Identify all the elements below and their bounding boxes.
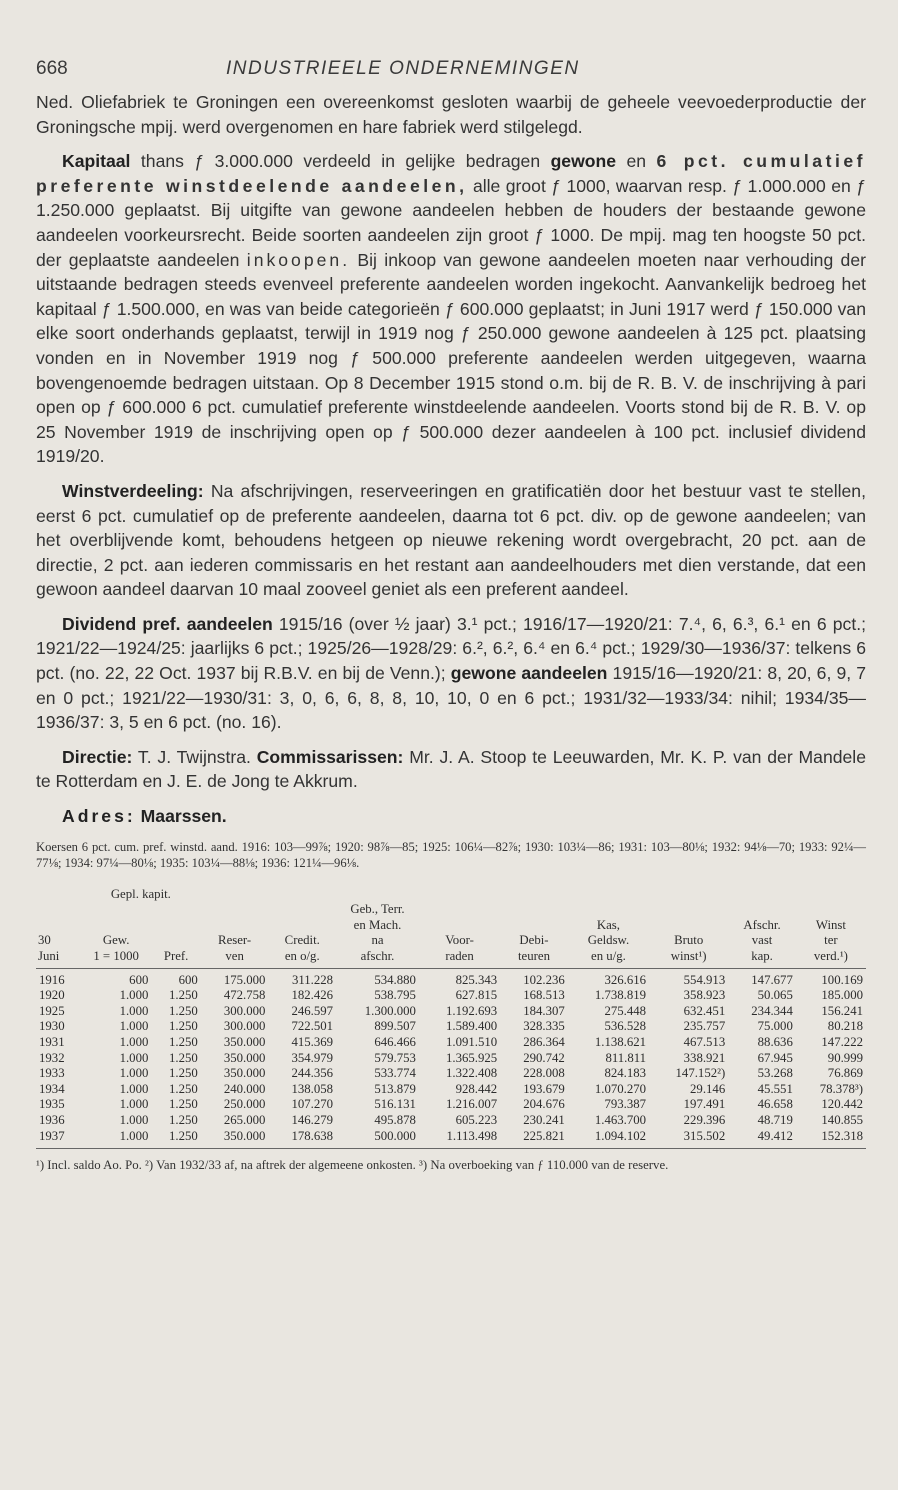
table-cell: 1.000 [119, 1034, 149, 1049]
table-cell: 579.753 [374, 1050, 416, 1065]
dividend-label: Dividend pref. aandeelen [62, 613, 273, 634]
dividend-text-2: 1915/16—1920/21: 8, 20, 6, 9, 7 en 0 pct.; 1921/22—1930/31: 3, 0, 6, 6, 8, 8, 10, 10, 0 en 6 pct.; 1931/32—1933/34: nihil; 1934/35—1936/37: 3, 5 en 6 pct. (no. 16). [36, 663, 867, 733]
table-cell: 500.000 [336, 1129, 419, 1149]
table-cell: 605.223 [455, 1112, 498, 1127]
table-cell: 1934 [39, 1081, 65, 1096]
table-cell: 67.945 [757, 1050, 793, 1065]
table-cell: 1.589.400 [446, 1019, 498, 1034]
table-cell: 1936 [39, 1112, 65, 1127]
intro-paragraph: Ned. Oliefabriek te Groningen een overeenkomst gesloten waarbij de geheele veevoederproductie der Groningsche mpij. werd overgenomen en hare fabriek werd stilgelegd. [36, 92, 866, 137]
table-cell: 240.000 [223, 1081, 266, 1096]
table-cell: 1.113.498 [419, 1129, 500, 1149]
kapitaal-text-4: Bij inkoop van gewone aandeelen moeten naar verhouding der uitstaande bedragen steeds evenveel preferente aandeelen worden ingekocht. Aanvankelijk bedroeg het kapitaal ƒ 1.500.000, en was van beide categorieën ƒ 600.000 geplaatst; in Juni 1917 werd ƒ 150.000 van elke soort onderhands geplaatst, terwijl in 1919 nog ƒ 250.000 gewone aandeelen à 125 pct. plaatsing vonden en in November 1919 nog ƒ 500.000 preferente aandeelen werden uitgegeven, waarna bovengenoemde bedragen uitstaan. Op 8 December 1915 stond o.m. bij de R. B. V. de inschrijving à pari open op ƒ 600.000 6 pct. cumulatief preferente winstdeelende aandeelen. Voorts stond bij de R. B. V. op 25 November 1919 de inschrijving open op ƒ 500.000 dezer aandeelen à 100 pct. inclusief dividend 1919/20. [36, 249, 866, 467]
col-kas: Kas, Geldsw. en u/g. [568, 902, 649, 968]
table-cell: 328.335 [523, 1019, 565, 1034]
table-cell: 1.250 [169, 1112, 198, 1127]
table-cell: 1.000 [119, 1050, 149, 1065]
table-cell: 204.676 [523, 1097, 565, 1112]
table-cell: 246.597 [291, 1003, 334, 1018]
table-cell: 178.638 [268, 1129, 336, 1149]
table-cell: 1.000 [119, 1112, 149, 1127]
table-row [36, 1066, 866, 1082]
table-cell: 300.000 [223, 1019, 266, 1034]
kapitaal-gewone: gewone [550, 151, 617, 172]
table-row [36, 988, 866, 1004]
dividend-text-1: 1915/16 (over ½ jaar) 3.¹ pct.; 1916/17—1920/21: 7.⁴, 6, 6.³, 6.¹ en 6 pct.; 1921/22—1924/25: jaarlijks 6 pct.; 1925/26—1928/29: 6.², 6.², 6.⁴ en 6.⁴ pct.; 1929/30—1936/37: telkens 6 pct. (no. 22, 22 Oct. 1937 bij R.B.V. en bij de Venn.); [36, 613, 866, 684]
table-cell: 1931 [39, 1034, 65, 1049]
table-cell: 1.216.007 [446, 1097, 498, 1112]
table-cell: 811.811 [605, 1050, 647, 1065]
table-cell: 1930 [39, 1019, 65, 1034]
table-cell: 1.192.693 [446, 1003, 498, 1018]
table-cell: 646.466 [374, 1034, 416, 1049]
table-cell: 350.000 [223, 1050, 266, 1065]
col-voorraden: Voor- raden [419, 902, 500, 968]
table-cell: 229.396 [683, 1112, 726, 1127]
kapitaal-text-2: en [616, 151, 657, 172]
table-row [36, 1035, 866, 1051]
table-cell: 76.869 [827, 1066, 863, 1081]
col-afschr: Afschr. vast kap. [728, 902, 796, 968]
table-cell: 495.878 [374, 1112, 416, 1127]
col-juni: 30 Juni [36, 902, 81, 968]
table-row [36, 1004, 866, 1020]
table-cell: 1.250 [169, 1097, 198, 1112]
table-cell: 185.000 [821, 988, 863, 1003]
bestuur-paragraph [36, 745, 866, 794]
table-cell: 472.758 [223, 988, 266, 1003]
table-cell: 825.343 [455, 972, 498, 987]
table-cell: 197.491 [683, 1097, 726, 1112]
table-cell: 350.000 [201, 1129, 269, 1149]
table-cell: 1925 [39, 1003, 65, 1018]
table-cell: 1.250 [169, 1034, 198, 1049]
col-pref: Pref. [151, 902, 200, 968]
table-row [36, 1129, 866, 1149]
table-cell: 80.218 [827, 1019, 863, 1034]
table-cell: 311.228 [291, 972, 334, 987]
table-cell: 29.146 [690, 1081, 726, 1096]
table-cell: 1.738.819 [594, 988, 647, 1003]
page-header [36, 58, 866, 80]
table-cell: 235.757 [683, 1019, 726, 1034]
kapitaal-paragraph [36, 149, 866, 469]
koersen-note: Koersen 6 pct. cum. pref. winstd. aand. 1916: 103—99⅞; 1920: 98⅞—85; 1925: 106¼—82⅞; 1930: 103¼—86; 1931: 103—80⅛; 1932: 94⅛—70; 1933: 92¼—77⅛; 1934: 97¼—80⅛; 1935: 103¼—88⅛; 1936: 121¼—96⅛. [36, 839, 866, 870]
table-cell: 290.742 [523, 1050, 565, 1065]
col-gepl-kapit: Gepl. kapit. [110, 886, 171, 901]
table-cell: 1.091.510 [446, 1034, 498, 1049]
table-cell: 225.821 [500, 1129, 568, 1149]
table-cell: 1.250 [169, 988, 198, 1003]
table-row [36, 1051, 866, 1067]
table-cell: 48.719 [757, 1112, 793, 1127]
table-cell: 1.250 [151, 1129, 200, 1149]
table-cell: 354.979 [291, 1050, 334, 1065]
table-cell: 100.169 [821, 972, 863, 987]
table-cell: 1.250 [169, 1081, 198, 1096]
table-cell: 1932 [39, 1050, 65, 1065]
table-cell: 600 [178, 972, 198, 987]
table-cell: 286.364 [523, 1034, 565, 1049]
table-cell: 534.880 [374, 972, 416, 987]
table-cell: 632.451 [683, 1003, 726, 1018]
table-cell: 516.131 [374, 1097, 416, 1112]
dividend-paragraph [36, 612, 866, 735]
col-reserven: Reser- ven [201, 902, 269, 968]
table-cell: 533.774 [374, 1066, 416, 1081]
table-cell: 107.270 [291, 1097, 334, 1112]
table-cell: 467.513 [683, 1034, 726, 1049]
table-cell: 1.138.621 [594, 1034, 647, 1049]
table-cell: 513.879 [374, 1081, 416, 1096]
table-cell: 147.222 [821, 1034, 863, 1049]
col-credit: Credit. en o/g. [268, 902, 336, 968]
table-cell: 228.008 [523, 1066, 565, 1081]
running-title: INDUSTRIEELE ONDERNEMINGEN [226, 58, 580, 79]
page-number: 668 [36, 58, 68, 79]
table-cell: 230.241 [523, 1112, 565, 1127]
table-cell: 358.923 [683, 988, 726, 1003]
table-cell: 1916 [39, 972, 65, 987]
col-bruto: Bruto winst¹) [649, 902, 728, 968]
table-cell: 275.448 [604, 1003, 647, 1018]
table-cell: 120.442 [821, 1097, 863, 1112]
table-cell: 1920 [39, 988, 65, 1003]
table-cell: 146.279 [291, 1112, 334, 1127]
table-cell: 182.426 [291, 988, 334, 1003]
kapitaal-text-3: alle groot ƒ 1000, waarvan resp. ƒ 1.000.000 en ƒ 1.250.000 geplaatst. Bij uitgifte van gewone aandeelen hebben de houders der bestaande gewone aandeelen voorkeursrecht. Beide soorten aandeelen zijn groot ƒ 1000. De mpij. mag ten hoogste 50 pct. der geplaatste aandeelen [36, 175, 866, 270]
table-cell: 78.378³) [819, 1081, 863, 1096]
col-debiteuren: Debi- teuren [500, 902, 568, 968]
table-cell: 88.636 [757, 1034, 793, 1049]
table-body [36, 968, 866, 1149]
table-cell: 234.344 [751, 1003, 793, 1018]
kapitaal-text-1: thans ƒ 3.000.000 verdeeld in gelijke bedragen [130, 151, 551, 172]
table-cell: 1.250 [169, 1003, 198, 1018]
table-cell: 338.921 [683, 1050, 726, 1065]
table-cell: 244.356 [291, 1066, 334, 1081]
table-cell: 1.000 [81, 1129, 151, 1149]
table-cell: 75.000 [757, 1019, 793, 1034]
table-row [36, 1113, 866, 1129]
table-cell: 824.183 [604, 1066, 647, 1081]
table-cell: 50.065 [757, 988, 793, 1003]
kapitaal-label: Kapitaal [62, 151, 131, 172]
table-cell: 147.152²) [675, 1066, 726, 1081]
table-row [36, 1097, 866, 1113]
table-cell: 350.000 [223, 1066, 266, 1081]
table-cell: 350.000 [223, 1034, 266, 1049]
table-cell: 554.913 [683, 972, 726, 987]
directie-label: Directie: [62, 746, 133, 767]
adres-label: Adres: [62, 806, 136, 827]
table-cell: 627.815 [455, 988, 498, 1003]
footnotes: ¹) Incl. saldo Ao. Po. ²) Van 1932/33 af, na aftrek der algemeene onkosten. ³) Na overboeking van ƒ 110.000 van de reserve. [36, 1158, 669, 1173]
table-cell: 1.094.102 [568, 1129, 649, 1149]
table-cell: 899.507 [374, 1019, 416, 1034]
table-header-row-2 [36, 902, 866, 968]
table-cell: 1.000 [119, 1003, 149, 1018]
table-cell: 1.300.000 [364, 1003, 416, 1018]
table-cell: 46.658 [757, 1097, 793, 1112]
table-cell: 415.369 [291, 1034, 334, 1049]
body-text [36, 90, 866, 829]
table-cell: 140.855 [821, 1112, 863, 1127]
table-cell: 315.502 [649, 1129, 728, 1149]
table-cell: 1.000 [119, 1097, 149, 1112]
winstverdeeling-paragraph [36, 479, 866, 602]
table-cell: 147.677 [751, 972, 793, 987]
table-cell: 1935 [39, 1097, 65, 1112]
adres-value: Maarssen. [135, 806, 227, 827]
table-cell: 536.528 [604, 1019, 647, 1034]
table-cell: 1.322.408 [446, 1066, 498, 1081]
col-gew: Gew. 1 = 1000 [81, 902, 151, 968]
table-cell: 175.000 [223, 972, 266, 987]
table-cell: 1937 [36, 1129, 81, 1149]
table-cell: 793.387 [604, 1097, 647, 1112]
table-row [36, 1019, 866, 1035]
table-cell: 1933 [39, 1066, 65, 1081]
directie-text: T. J. Twijnstra. [132, 746, 257, 767]
financial-table [36, 887, 866, 1150]
table-cell: 156.241 [821, 1003, 863, 1018]
kapitaal-inkoopen: inkoopen. [246, 249, 351, 270]
col-geb: Geb., Terr. en Mach. na afschr. [336, 902, 419, 968]
adres-paragraph [36, 804, 866, 829]
table-cell: 1.463.700 [594, 1112, 647, 1127]
table-cell: 1.250 [169, 1019, 198, 1034]
table-cell: 152.318 [796, 1129, 866, 1149]
table-cell: 1.000 [119, 988, 149, 1003]
col-winst: Winst ter verd.¹) [796, 902, 866, 968]
table-cell: 1.365.925 [446, 1050, 498, 1065]
table-cell: 193.679 [523, 1081, 565, 1096]
table-cell: 45.551 [757, 1081, 793, 1096]
commissarissen-label: Commissarissen: [256, 746, 404, 767]
kapitaal-preferente: 6 pct. cumulatief preferente winstdeelende aandeelen, [36, 151, 866, 196]
table-cell: 928.442 [455, 1081, 498, 1096]
table-cell: 1.250 [169, 1050, 198, 1065]
table-cell: 53.268 [757, 1066, 793, 1081]
dividend-label-gewone: gewone aandeelen [450, 663, 608, 684]
table-cell: 184.307 [523, 1003, 565, 1018]
table-cell: 1.000 [119, 1019, 149, 1034]
table-cell: 90.999 [827, 1050, 863, 1065]
table-cell: 1.000 [119, 1066, 149, 1081]
table-cell: 1.250 [169, 1066, 198, 1081]
table-cell: 138.058 [291, 1081, 334, 1096]
table-cell: 326.616 [604, 972, 647, 987]
table-header-row-1 [36, 887, 866, 903]
table-cell: 168.513 [523, 988, 565, 1003]
table-cell: 538.795 [374, 988, 416, 1003]
table-row [36, 968, 866, 988]
table-cell: 300.000 [223, 1003, 266, 1018]
table-cell: 1.000 [119, 1081, 149, 1096]
table-cell: 102.236 [523, 972, 565, 987]
winstverdeeling-label: Winstverdeeling: [62, 480, 204, 501]
commissarissen-text: Mr. J. A. Stoop te Leeuwarden, Mr. K. P. van der Mandele te Rotterdam en J. E. de Jong te Akkrum. [36, 746, 866, 792]
winstverdeeling-text: Na afschrijvingen, reserveeringen en gratificatiën door het bestuur vast te stellen, eerst 6 pct. cumulatief op de preferente aandeelen, daarna tot 6 pct. div. op de gewone aandeelen; van het overblijvende komt, behoudens hetgeen op nieuwe rekening wordt overgebracht, 20 pct. aan de directie, 2 pct. aan iederen commissaris en het restant aan aandeelhouders met dien verstande, dat een gewoon aandeel daarvan 10 maal zooveel geniet als een preferent aandeel. [36, 480, 866, 600]
table-cell: 722.501 [291, 1019, 334, 1034]
table-cell: 1.070.270 [594, 1081, 647, 1096]
table-row [36, 1082, 866, 1098]
table-cell: 265.000 [223, 1112, 266, 1127]
table-cell: 600 [129, 972, 149, 987]
table-cell: 250.000 [223, 1097, 266, 1112]
table-cell: 49.412 [728, 1129, 796, 1149]
